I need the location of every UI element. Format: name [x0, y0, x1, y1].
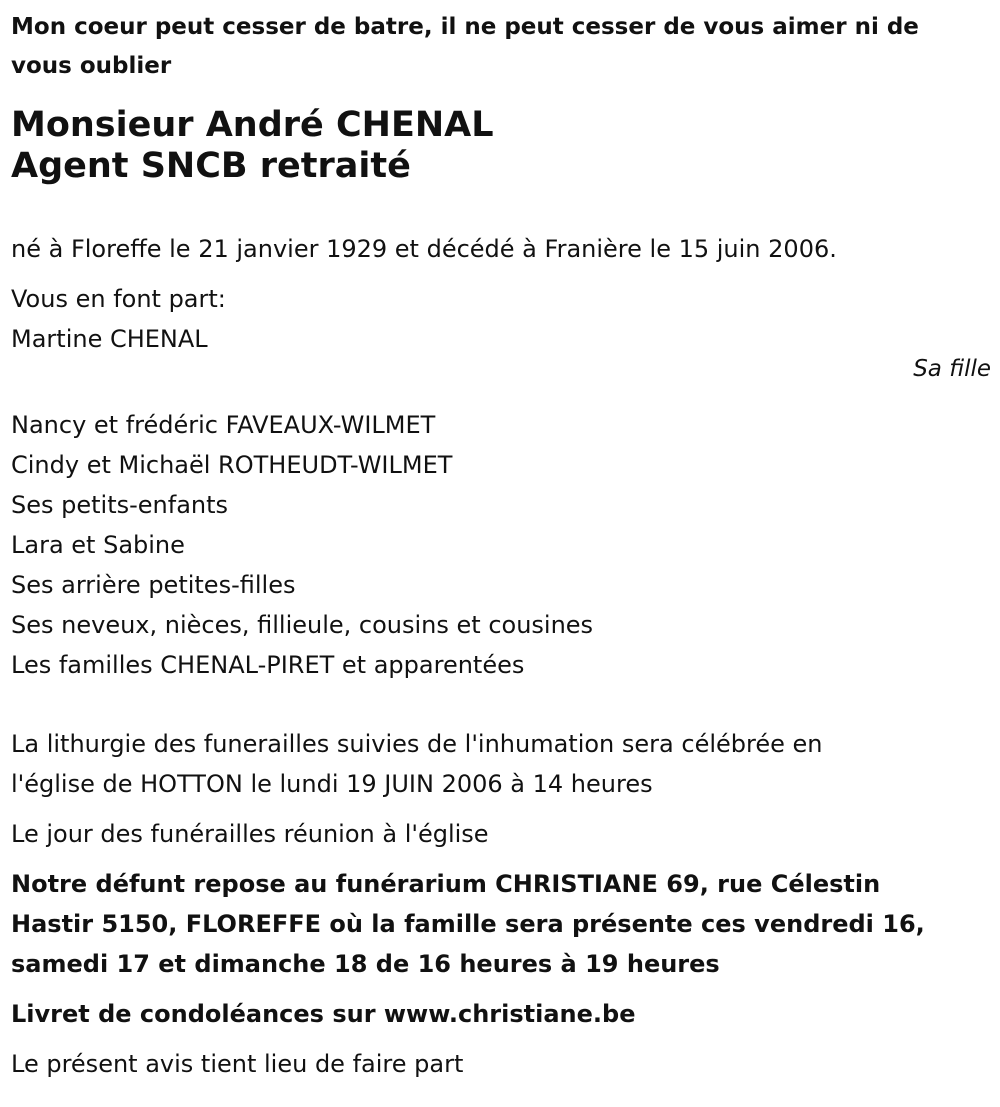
deceased-name: Monsieur André CHENAL: [11, 105, 494, 145]
family-line: Ses neveux, nièces, fillieule, cousins et cousines: [11, 611, 594, 639]
family-line: Nancy et frédéric FAVEAUX-WILMET: [11, 411, 436, 439]
family-line: Cindy et Michaël ROTHEUDT-WILMET: [11, 451, 453, 479]
meeting-info: Le jour des funérailles réunion à l'église: [11, 820, 489, 848]
notice-line: Le présent avis tient lieu de faire part: [11, 1050, 464, 1078]
family-line: Les familles CHENAL-PIRET et apparentées: [11, 651, 525, 679]
ceremony-line: La lithurgie des funerailles suivies de l'inhumation sera célébrée en: [11, 730, 823, 758]
family-line: Lara et Sabine: [11, 531, 185, 559]
deceased-heading: [11, 105, 991, 187]
ceremony-details: [11, 724, 991, 804]
obituary-notice: [11, 8, 991, 1084]
family-line: Ses arrière petites-filles: [11, 571, 296, 599]
family-line: Ses petits-enfants: [11, 491, 229, 519]
deceased-occupation: Agent SNCB retraité: [11, 146, 411, 186]
condolences-link[interactable]: Livret de condoléances sur www.christiane.be: [11, 1000, 636, 1028]
epigraph: [11, 8, 991, 86]
daughter-role: Sa fille: [913, 356, 991, 382]
funeral-home-line: samedi 17 et dimanche 18 de 16 heures à 19 heures: [11, 950, 720, 978]
funeral-home-info: [11, 864, 991, 984]
funeral-home-line: Hastir 5150, FLOREFFE où la famille sera présente ces vendredi 16,: [11, 910, 925, 938]
epigraph-line: Mon coeur peut cesser de batre, il ne peut cesser de vous aimer ni de: [11, 14, 919, 40]
funeral-home-line: Notre défunt repose au funérarium CHRISTIANE 69, rue Célestin: [11, 870, 881, 898]
birth-death-line: né à Floreffe le 21 janvier 1929 et décédé à Franière le 15 juin 2006.: [11, 235, 837, 263]
daughter-name: Martine CHENAL: [11, 325, 208, 353]
ceremony-line: l'église de HOTTON le lundi 19 JUIN 2006 à 14 heures: [11, 770, 653, 798]
announcers-intro: Vous en font part:: [11, 285, 226, 313]
epigraph-line: vous oublier: [11, 53, 172, 79]
daughter-role-row: [11, 356, 991, 383]
family-list: [11, 405, 991, 685]
